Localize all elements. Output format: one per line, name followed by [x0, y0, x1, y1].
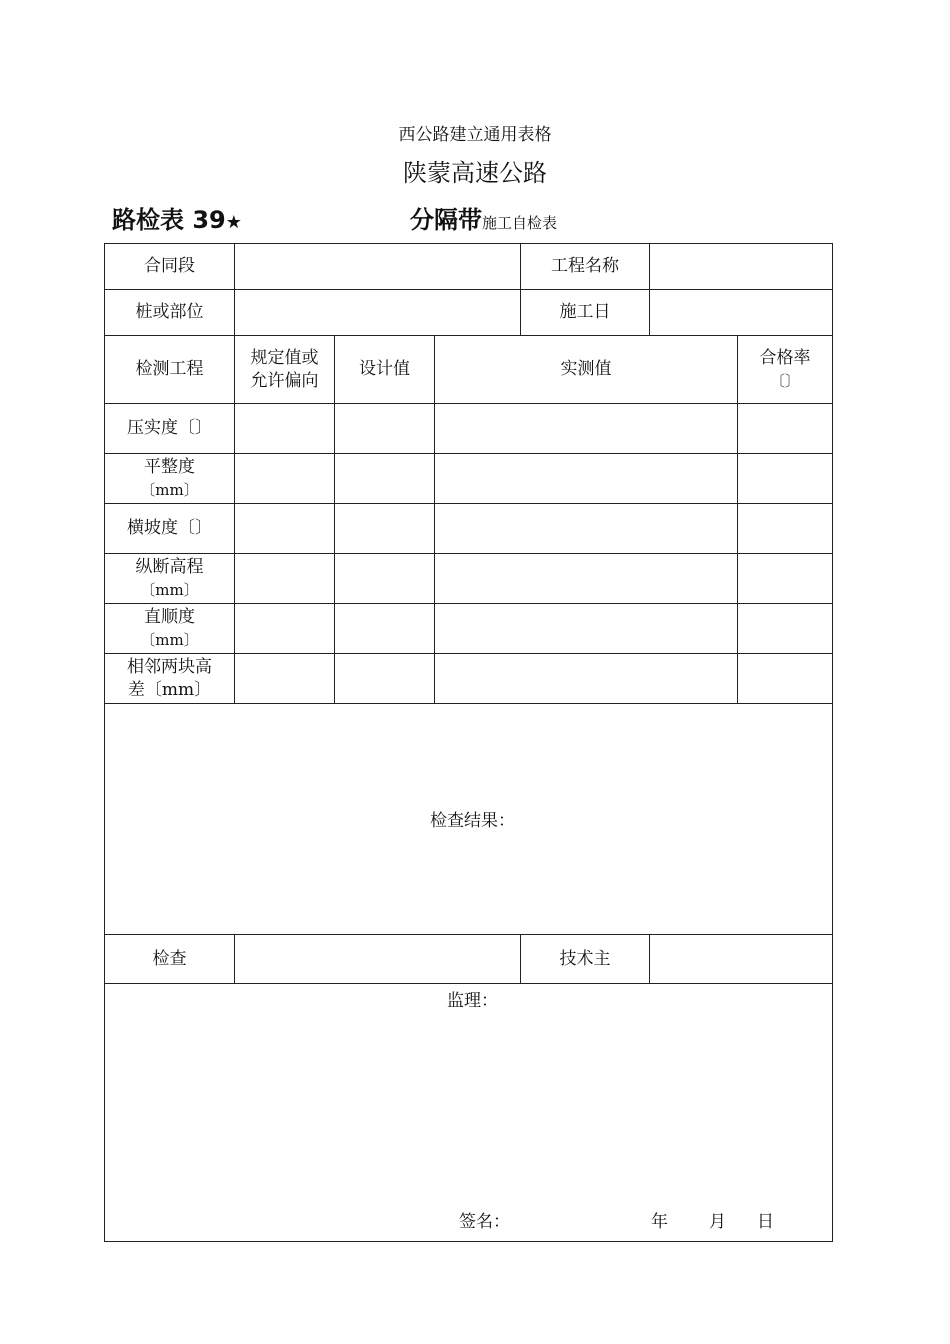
item-label: [105, 454, 235, 504]
supervision-row: [105, 984, 833, 1242]
item-label-line2: 〔mm〕: [140, 580, 199, 599]
project-name-label: 工程名称: [521, 244, 650, 290]
item-label-line1: 相邻两块高: [127, 657, 212, 678]
pass-rate-cell[interactable]: [738, 604, 833, 654]
technical-lead-label: 技术主: [521, 935, 650, 984]
month-label: 月: [709, 1212, 726, 1232]
star-icon: ★: [225, 212, 242, 233]
construction-date-field[interactable]: [650, 290, 833, 336]
signature-label: 签名：: [459, 1212, 510, 1232]
tolerance-cell[interactable]: [235, 554, 335, 604]
station-field[interactable]: [235, 290, 521, 336]
header-tolerance: [235, 336, 335, 404]
form-code: [112, 200, 242, 235]
header-design: 设计值: [335, 336, 435, 404]
measured-cell[interactable]: [435, 654, 738, 704]
header-pass-rate: [738, 336, 833, 404]
design-cell[interactable]: [335, 404, 435, 454]
design-cell[interactable]: [335, 604, 435, 654]
header-pass-rate-line2: 〔〕: [770, 371, 801, 390]
construction-date-label: 施工日: [521, 290, 650, 336]
item-label: [105, 654, 235, 704]
measured-cell[interactable]: [435, 504, 738, 554]
form-title-suffix: 施工自检表: [482, 214, 558, 232]
design-cell[interactable]: [335, 654, 435, 704]
item-row: [105, 454, 833, 504]
day-label: 日: [757, 1212, 774, 1232]
year-label: 年: [651, 1212, 668, 1232]
item-label: [105, 504, 235, 554]
pass-rate-cell[interactable]: [738, 454, 833, 504]
inspector-label: 检查: [105, 935, 235, 984]
tolerance-cell[interactable]: [235, 504, 335, 554]
project-name-field[interactable]: [650, 244, 833, 290]
inspector-field[interactable]: [235, 935, 521, 984]
station-row: [105, 290, 833, 336]
item-label: [105, 404, 235, 454]
pass-rate-cell[interactable]: [738, 404, 833, 454]
item-label-line1: 平整度: [144, 457, 195, 478]
measured-cell[interactable]: [435, 404, 738, 454]
header-item: 检测工程: [105, 336, 235, 404]
check-row: [105, 935, 833, 984]
form-title-text: 分隔带: [410, 206, 482, 234]
item-row: [105, 654, 833, 704]
pass-rate-cell[interactable]: [738, 504, 833, 554]
item-label-line2: 〔mm〕: [140, 480, 199, 499]
tolerance-cell[interactable]: [235, 454, 335, 504]
item-label-line2: 差〔mm〕: [127, 679, 212, 700]
item-label-line1: 纵断高程: [135, 557, 204, 578]
item-label-line1: 横坡度〔〕: [127, 518, 212, 539]
item-label-line1: 直顺度: [144, 607, 195, 628]
supervision-area[interactable]: [105, 984, 833, 1242]
pass-rate-cell[interactable]: [738, 654, 833, 704]
document-subtitle: 西公路建立通用表格: [398, 125, 552, 145]
measured-cell[interactable]: [435, 454, 738, 504]
measured-cell[interactable]: [435, 604, 738, 654]
tolerance-cell[interactable]: [235, 404, 335, 454]
form-title: [410, 200, 557, 235]
header-tolerance-line1: 规定值或: [250, 348, 319, 369]
item-row: [105, 404, 833, 454]
measured-cell[interactable]: [435, 554, 738, 604]
contract-field[interactable]: [235, 244, 521, 290]
inspection-table: [104, 243, 833, 1242]
item-label-line1: 压实度〔〕: [127, 418, 212, 439]
tolerance-cell[interactable]: [235, 654, 335, 704]
item-row: [105, 504, 833, 554]
header-pass-rate-line1: 合格率: [759, 348, 811, 369]
item-label-line2: 〔mm〕: [140, 630, 199, 649]
supervision-label: 监理：: [447, 991, 498, 1011]
technical-lead-field[interactable]: [650, 935, 833, 984]
result-row: [105, 704, 833, 935]
item-label: [105, 604, 235, 654]
header-tolerance-line2: 允许偏向: [250, 370, 319, 391]
design-cell[interactable]: [335, 454, 435, 504]
tolerance-cell[interactable]: [235, 604, 335, 654]
design-cell[interactable]: [335, 554, 435, 604]
contract-label: 合同段: [105, 244, 235, 290]
document-title: 陕蒙高速公路: [403, 159, 547, 187]
item-row: [105, 554, 833, 604]
inspection-result-label: 检查结果：: [430, 810, 515, 831]
column-header-row: [105, 336, 833, 404]
contract-row: [105, 244, 833, 290]
station-label: 桩或部位: [105, 290, 235, 336]
form-code-text: 路检表 39: [112, 206, 226, 234]
header-measured: 实测值: [435, 336, 738, 404]
item-row: [105, 604, 833, 654]
inspection-result-area[interactable]: [105, 704, 833, 935]
design-cell[interactable]: [335, 504, 435, 554]
signature-line: [113, 1211, 832, 1233]
item-label: [105, 554, 235, 604]
pass-rate-cell[interactable]: [738, 554, 833, 604]
